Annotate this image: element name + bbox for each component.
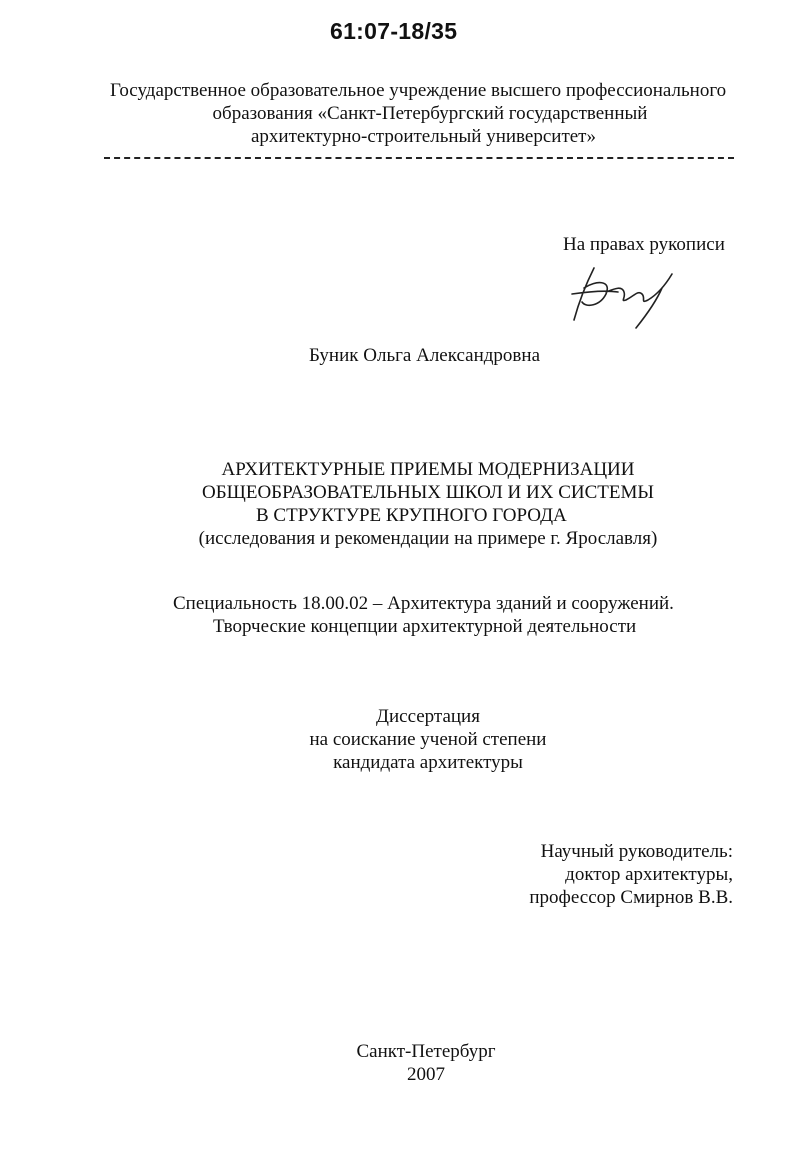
supervisor-line-2: доктор архитектуры, [565,864,733,885]
title-subtitle: (исследования и рекомендации на примере г. Ярославля) [198,528,658,549]
rights-note: На правах рукописи [563,234,725,255]
specialty-line-1: Специальность 18.00.02 – Архитектура зданий и сооружений. [173,593,674,614]
supervisor-line-3: профессор Смирнов В.В. [529,887,733,908]
dashed-divider [104,157,734,159]
archive-code: 61:07-18/35 [330,18,458,44]
year: 2007 [407,1064,445,1085]
institution-line-3: архитектурно-строительный университет» [250,126,596,147]
city: Санкт-Петербург [356,1041,496,1062]
dissertation-line-1: Диссертация [376,706,480,727]
institution-line-1: Государственное образовательное учреждение высшего профессионального [110,80,727,101]
handwritten-signature [566,258,696,334]
dissertation-line-3: кандидата архитектуры [333,752,523,773]
author-name: Буник Ольга Александровна [309,345,540,366]
title-line-1: АРХИТЕКТУРНЫЕ ПРИЕМЫ МОДЕРНИЗАЦИИ [221,459,635,480]
supervisor-line-1: Научный руководитель: [540,841,733,862]
specialty-line-2: Творческие концепции архитектурной деятельности [213,616,637,637]
dissertation-line-2: на соискание ученой степени [309,729,547,750]
institution-line-2: образования «Санкт-Петербургский государственный [212,103,648,124]
title-line-2: ОБЩЕОБРАЗОВАТЕЛЬНЫХ ШКОЛ И ИХ СИСТЕМЫ [202,482,654,503]
title-line-3: В СТРУКТУРЕ КРУПНОГО ГОРОДА [256,505,567,526]
